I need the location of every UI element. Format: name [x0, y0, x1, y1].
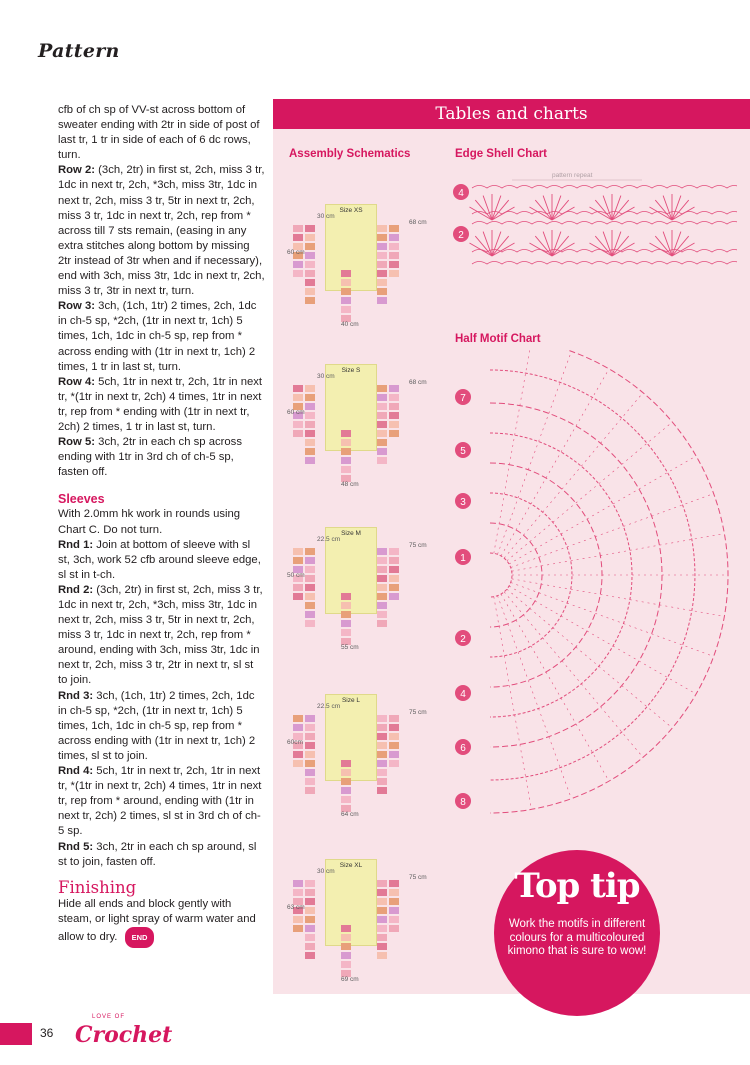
schematic-cell: [293, 724, 303, 731]
schematic-cell: [341, 952, 351, 959]
intro-text: cfb of ch sp of VV-st across bottom of sweater ending with 2tr in side of post of last tr, 1 tr in side of each of 6 dc rows, turn.: [58, 104, 260, 162]
motif-row-number: 8: [460, 797, 466, 808]
shell-stitch: [552, 200, 569, 220]
motif-stitch: [507, 589, 672, 728]
schematic-dimension: 63 cm: [287, 904, 305, 911]
schematic-cell: [341, 769, 351, 776]
schematic-cell: [341, 760, 351, 767]
sleeves-heading: Sleeves: [58, 492, 105, 507]
schematic-cell: [305, 457, 315, 464]
chain-row: [472, 186, 737, 189]
schematic-cell: [341, 297, 351, 304]
schematic-cell: [293, 421, 303, 428]
schematic-cell: [377, 548, 387, 555]
shell-stitch: [595, 236, 612, 256]
schematic-cell: [305, 403, 315, 410]
shell-stitch: [543, 232, 552, 256]
schematic-cell: [305, 252, 315, 259]
schematic-cell: [389, 557, 399, 564]
schematic-cell: [377, 385, 387, 392]
motif-stitch: [511, 494, 714, 568]
schematic-cell: [377, 769, 387, 776]
schematic-cell: [377, 916, 387, 923]
motif-stitch: [501, 369, 609, 556]
schematic-dimension: 22.5 cm: [317, 703, 341, 710]
motif-stitch: [494, 597, 532, 810]
edge-shells: [469, 186, 737, 265]
schematic-cell: [305, 742, 315, 749]
schematic-cell: [377, 261, 387, 268]
schematic-cell: [305, 620, 315, 627]
shell-stitch: [595, 200, 612, 220]
row-label: Row 3:: [58, 300, 96, 313]
motif-stitch: [512, 534, 725, 572]
schematic-cell: [341, 306, 351, 313]
row-label: Row 5:: [58, 436, 96, 449]
schematic-cell: [389, 403, 399, 410]
row-label: Row 4:: [58, 375, 96, 388]
schematic-dimension: 60cm: [287, 739, 303, 746]
motif-round: [490, 403, 662, 747]
schematic-cell: [305, 760, 315, 767]
schematic-cell: [377, 724, 387, 731]
schematic-cell: [377, 593, 387, 600]
schematic-cell: [389, 907, 399, 914]
motif-row-number: 6: [460, 743, 466, 754]
pattern-text-column: [58, 103, 265, 948]
schematic-cell: [389, 584, 399, 591]
schematic-cell: [377, 279, 387, 286]
schematic-cell: [305, 448, 315, 455]
row4-text: Row 4: 5ch, 1tr in next tr, 2ch, 1tr in next tr, *(1tr in next tr, 2ch) 4 times, 1tr in next tr, rep from * ending with (1tr in next tr, 2ch) 2 times, 1 tr in last st, turn.: [58, 375, 263, 433]
schematic-cell: [377, 952, 387, 959]
chain-row: [472, 262, 737, 265]
schematic-cell: [305, 715, 315, 722]
schematic-cell: [389, 751, 399, 758]
top-tip-title: Top tip: [514, 866, 640, 906]
schematic-cell: [377, 297, 387, 304]
shell-stitch: [663, 196, 672, 220]
schematic-cell: [377, 620, 387, 627]
schematic-cell: [341, 430, 351, 437]
shell-stitch: [672, 236, 689, 256]
motif-row-number: 3: [460, 497, 466, 508]
rnd5-text: Rnd 5: 3ch, 2tr in each ch sp around, sl st to join, fasten off.: [58, 840, 257, 868]
schematic-cell: [305, 880, 315, 887]
motif-rings: [490, 350, 728, 813]
schematic-cell: [305, 733, 315, 740]
schematic-cell: [377, 575, 387, 582]
schematic-cell: [305, 778, 315, 785]
motif-row-number: 7: [460, 393, 466, 404]
schematic-cell: [293, 394, 303, 401]
schematic-cell: [389, 548, 399, 555]
shell-stitch: [552, 196, 561, 220]
schematic-dimension: 48 cm: [341, 481, 359, 488]
shell-stitch: [552, 236, 569, 256]
schematic-dimension: 64 cm: [341, 811, 359, 818]
schematic-cell: [293, 925, 303, 932]
rnd1-text: Rnd 1: Join at bottom of sleeve with sl st, 3ch, work 52 cfb around sleeve edge, sl st in t-ch.: [58, 538, 261, 581]
schematic-cell: [377, 430, 387, 437]
schematic-cell: [341, 466, 351, 473]
schematic-cell: [389, 898, 399, 905]
schematic-cell: [305, 288, 315, 295]
shell-stitch: [603, 232, 612, 256]
schematic-size-label: Size XL: [339, 862, 363, 869]
schematic-cell: [293, 261, 303, 268]
schematic-dimension: 30 cm: [317, 213, 335, 220]
shell-stitch: [492, 200, 509, 220]
schematic-cell: [377, 584, 387, 591]
row2-text: Row 2: (3ch, 2tr) in first st, 2ch, miss 3 tr, 1dc in next tr, 2ch, *3ch, miss 3tr, 1dc in next tr, 2ch, miss 3 tr, 5tr in next tr, 2ch, miss 3 tr, 1dc in next tr, 2ch, rep from * across till 7 sts remain, (easing in any extra stitches along bottom by missing 2tr instead of 3tr when and if necessary), end with 3ch, miss 3tr, 1dc in next tr, 2ch, miss 3 tr, 3tr in next tr, turn.: [58, 164, 265, 298]
schematic-cell: [377, 880, 387, 887]
row3-text: Row 3: 3ch, (1ch, 1tr) 2 times, 2ch, 1dc in ch-5 sp, *2ch, (1tr in next tr, 1ch) 5 times, 1ch, 1dc in ch-5 sp, rep from * across ending with (1tr in next tr, 1ch) 2 times, 1 tr in last st, turn.: [58, 300, 257, 373]
shell-stitch: [483, 196, 492, 220]
shell-stitch: [663, 232, 672, 256]
edge-row-number: 2: [458, 230, 464, 241]
schematic-dimension: 50 cm: [287, 572, 305, 579]
motif-stitch: [512, 579, 725, 617]
schematic-cell: [341, 796, 351, 803]
top-tip-text: Work the motifs in different colours for a multicoloured kimono that is sure to wow!: [507, 918, 647, 957]
page-number: 36: [40, 1026, 54, 1040]
schematic-cell: [389, 889, 399, 896]
sleeves-intro: With 2.0mm hk work in rounds using Chart C. Do not turn.: [58, 508, 241, 536]
chain-row: [472, 212, 737, 215]
chain-row: [472, 222, 737, 225]
schematic-4: [287, 683, 437, 833]
motif-stitch: [509, 456, 696, 564]
motif-round: [490, 370, 695, 780]
panel-title: Tables and charts: [273, 99, 750, 129]
motif-stitch: [498, 596, 572, 799]
motif-stitch: [504, 393, 643, 558]
schematic-size-label: Size M: [341, 530, 361, 537]
schematic-cell: [293, 715, 303, 722]
schematic-cell: [305, 952, 315, 959]
schematic-cell: [293, 584, 303, 591]
schematic-cell: [377, 751, 387, 758]
schematic-cell: [305, 243, 315, 250]
motif-row-number: 1: [460, 553, 466, 564]
schematic-dimension: 75 cm: [409, 874, 427, 881]
schematic-cell: [389, 225, 399, 232]
schematic-cell: [377, 557, 387, 564]
edge-shell-heading: Edge Shell Chart: [455, 148, 548, 160]
schematic-cell: [377, 457, 387, 464]
schematic-dimension: 69 cm: [341, 976, 359, 983]
schematic-size-label: Size S: [341, 367, 361, 374]
rnd2-text: Rnd 2: (3ch, 2tr) in first st, 2ch, miss 3 tr, 1dc in next tr, 2ch, *3ch, miss 3tr, 1dc in next tr, 2ch, miss 3 tr, 5tr in next tr, 2ch, miss 3 tr, 1dc in next tr, 2ch, rep from * around, ending with 3ch, miss 3tr, 1dc in next tr, 2ch, miss 3 tr, 2tr in next tr, sl st to join.: [58, 583, 263, 687]
schematic-cell: [341, 925, 351, 932]
shell-stitch: [612, 200, 629, 220]
shell-stitch: [672, 196, 681, 220]
schematic-cell: [341, 279, 351, 286]
pattern-repeat-label: pattern repeat: [552, 172, 593, 179]
section-header: Pattern: [38, 40, 120, 62]
schematic-cell: [377, 448, 387, 455]
magazine-tagline: LOVE OF: [92, 1014, 126, 1020]
schematic-cell: [305, 385, 315, 392]
motif-stitch: [507, 422, 672, 561]
schematic-cell: [341, 593, 351, 600]
schematic-cell: [377, 778, 387, 785]
schematic-cell: [377, 225, 387, 232]
row-label: Row 2:: [58, 164, 96, 177]
schematic-cell: [389, 261, 399, 268]
schematic-cell: [305, 593, 315, 600]
schematic-cell: [389, 234, 399, 241]
schematic-cell: [389, 243, 399, 250]
schematic-cell: [377, 787, 387, 794]
schematic-cell: [305, 412, 315, 419]
schematic-dimension: 75 cm: [409, 542, 427, 549]
schematic-cell: [377, 898, 387, 905]
schematic-cell: [389, 270, 399, 277]
schematic-cell: [305, 943, 315, 950]
shell-stitch: [552, 232, 561, 256]
schematic-cell: [377, 760, 387, 767]
schematic-cell: [389, 575, 399, 582]
schematic-cell: [389, 916, 399, 923]
shell-stitch: [492, 196, 501, 220]
schematic-cell: [377, 742, 387, 749]
schematic-cell: [293, 916, 303, 923]
schematic-cell: [389, 593, 399, 600]
schematic-cell: [377, 907, 387, 914]
shell-stitch: [612, 232, 621, 256]
shell-stitch: [535, 236, 552, 256]
schematic-cell: [341, 439, 351, 446]
schematic-cell: [305, 724, 315, 731]
schematic-cell: [341, 620, 351, 627]
shell-stitch: [612, 196, 621, 220]
schematic-cell: [341, 787, 351, 794]
schematic-3: [287, 516, 437, 666]
schematic-cell: [389, 421, 399, 428]
schematic-cell: [305, 270, 315, 277]
schematic-cell: [293, 385, 303, 392]
schematic-cell: [341, 943, 351, 950]
motif-stitch: [494, 350, 532, 553]
schematic-cell: [377, 566, 387, 573]
row5-text: Row 5: 3ch, 2tr in each ch sp across ending with 1tr in 3rd ch of ch-5 sp, fasten off.: [58, 436, 242, 479]
schematic-cell: [377, 412, 387, 419]
shell-stitch: [543, 196, 552, 220]
schematic-cell: [389, 733, 399, 740]
schematic-cell: [389, 880, 399, 887]
schematic-cell: [305, 566, 315, 573]
motif-stitch: [501, 594, 609, 781]
schematic-cell: [305, 916, 315, 923]
schematic-cell: [305, 602, 315, 609]
schematic-cell: [293, 548, 303, 555]
schematic-cell: [305, 279, 315, 286]
schematic-cell: [377, 925, 387, 932]
schematic-cell: [377, 421, 387, 428]
schematic-2: [287, 353, 437, 503]
schematic-cell: [341, 448, 351, 455]
rnd3-text: Rnd 3: 3ch, (1ch, 1tr) 2 times, 2ch, 1dc in ch-5 sp, *2ch, (1tr in next tr, 1ch) 5 times, 1ch, 1dc in ch-5 sp, rep from * across ending with (1tr in next tr, 1ch) 2 times, sl st to join.: [58, 689, 256, 762]
shell-stitch: [655, 236, 672, 256]
schematic-5: [287, 848, 437, 998]
schematic-cell: [341, 611, 351, 618]
schematic-cell: [341, 778, 351, 785]
schematic-cell: [341, 288, 351, 295]
schematic-cell: [377, 234, 387, 241]
schematic-cell: [377, 715, 387, 722]
half-motif-heading: Half Motif Chart: [455, 333, 541, 345]
schematic-cell: [389, 760, 399, 767]
schematic-cell: [293, 270, 303, 277]
schematic-cell: [293, 593, 303, 600]
motif-stitch: [504, 592, 643, 757]
top-tip-badge: [494, 850, 660, 1016]
schematic-dimension: 55 cm: [341, 644, 359, 651]
schematic-cell: [389, 385, 399, 392]
schematic-cell: [389, 742, 399, 749]
schematic-cell: [293, 889, 303, 896]
edge-shell-chart: [452, 168, 737, 278]
schematic-dimension: 22.5 cm: [317, 536, 341, 543]
motif-stitch: [498, 351, 572, 554]
end-badge: END: [125, 927, 155, 948]
schematic-1: [287, 193, 437, 343]
schematic-cell: [305, 611, 315, 618]
schematic-size-label: Size XS: [339, 207, 363, 214]
schematic-cell: [377, 733, 387, 740]
motif-row-markers: [455, 389, 471, 809]
schematic-cell: [389, 394, 399, 401]
schematic-cell: [305, 575, 315, 582]
schematic-cell: [377, 602, 387, 609]
motif-round: [490, 523, 542, 627]
schematic-cell: [305, 394, 315, 401]
schematic-cell: [377, 934, 387, 941]
motif-row-number: 5: [460, 446, 466, 457]
schematic-cell: [341, 270, 351, 277]
schematic-cell: [305, 421, 315, 428]
schematic-cell: [377, 943, 387, 950]
schematic-cell: [293, 234, 303, 241]
schematic-cell: [377, 252, 387, 259]
schematic-cell: [377, 243, 387, 250]
schematic-cell: [377, 403, 387, 410]
schematic-cell: [305, 769, 315, 776]
schematic-cell: [341, 629, 351, 636]
shell-stitch: [492, 236, 509, 256]
schematic-cell: [389, 430, 399, 437]
motif-row-number: 2: [460, 634, 466, 645]
schematic-dimension: 30 cm: [317, 373, 335, 380]
schematic-cell: [305, 548, 315, 555]
motif-stitch: [509, 586, 696, 694]
schematic-cell: [305, 234, 315, 241]
shell-stitch: [672, 200, 689, 220]
schematic-cell: [377, 611, 387, 618]
schematic-cell: [377, 889, 387, 896]
schematic-cell: [305, 439, 315, 446]
schematic-dimension: 60 cm: [287, 409, 305, 416]
schematic-cell: [389, 925, 399, 932]
shell-stitch: [672, 232, 681, 256]
motif-row-number: 4: [460, 689, 466, 700]
schematic-cell: [377, 439, 387, 446]
schematic-cell: [389, 412, 399, 419]
footer-bar: [0, 1023, 32, 1045]
edge-row-number: 4: [458, 188, 464, 199]
shell-stitch: [603, 196, 612, 220]
finishing-text: Hide all ends and block gently with steam, or light spray of warm water and allow to dry. END: [58, 897, 265, 948]
schematic-cell: [341, 457, 351, 464]
shell-stitch: [483, 232, 492, 256]
schematic-dimension: 75 cm: [409, 709, 427, 716]
schematic-cell: [341, 961, 351, 968]
schematic-cell: [293, 557, 303, 564]
schematic-cell: [377, 270, 387, 277]
schematic-size-label: Size L: [341, 697, 361, 704]
schematic-cell: [341, 934, 351, 941]
schematic-cell: [389, 724, 399, 731]
assembly-heading: Assembly Schematics: [289, 148, 411, 160]
schematic-cell: [377, 394, 387, 401]
schematic-cell: [305, 898, 315, 905]
schematic-cell: [305, 925, 315, 932]
schematic-cell: [305, 225, 315, 232]
shell-stitch: [612, 236, 629, 256]
rnd4-text: Rnd 4: 5ch, 1tr in next tr, 2ch, 1tr in next tr, *(1tr in next tr, 2ch) 4 times, 1tr in next tr, rep from * around, ending with (1tr in next tr, 2ch) 2 times, sl st in 3rd ch of ch-5 sp.: [58, 765, 262, 838]
schematic-cell: [305, 261, 315, 268]
schematic-cell: [389, 566, 399, 573]
schematic-cell: [305, 934, 315, 941]
schematic-dimension: 68 cm: [409, 219, 427, 226]
schematic-dimension: 40 cm: [341, 321, 359, 328]
shell-stitch: [535, 200, 552, 220]
schematic-dimension: 60 cm: [287, 249, 305, 256]
schematic-dimension: 30 cm: [317, 868, 335, 875]
shell-stitch: [475, 200, 492, 220]
schematic-cell: [305, 584, 315, 591]
schematic-cell: [305, 889, 315, 896]
schematic-cell: [305, 787, 315, 794]
motif-round: [490, 553, 512, 597]
schematic-dimension: 68 cm: [409, 379, 427, 386]
schematic-cell: [293, 430, 303, 437]
shell-stitch: [655, 200, 672, 220]
finishing-heading: Finishing: [58, 877, 137, 897]
shell-stitch: [492, 232, 501, 256]
schematic-cell: [305, 751, 315, 758]
schematic-cell: [341, 602, 351, 609]
schematic-cell: [305, 297, 315, 304]
motif-stitch: [511, 583, 714, 657]
half-motif-chart: [452, 350, 742, 825]
schematic-cell: [305, 430, 315, 437]
schematic-cell: [389, 252, 399, 259]
magazine-logo: Crochet: [75, 1022, 173, 1048]
schematic-cell: [293, 880, 303, 887]
schematic-cell: [293, 760, 303, 767]
schematic-cell: [377, 288, 387, 295]
schematic-cell: [389, 715, 399, 722]
schematic-cell: [293, 225, 303, 232]
schematic-cell: [305, 907, 315, 914]
schematic-cell: [305, 557, 315, 564]
schematic-cell: [293, 751, 303, 758]
shell-stitch: [475, 236, 492, 256]
